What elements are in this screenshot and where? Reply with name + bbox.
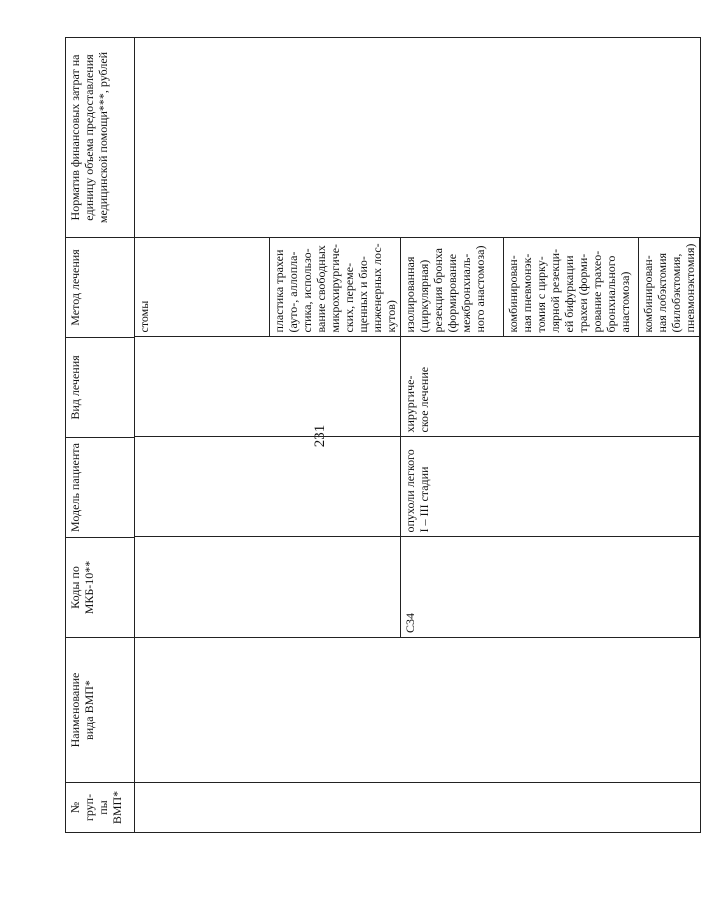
vmp-table	[65, 37, 701, 833]
header-treatment-type: Вид лечения	[66, 338, 135, 438]
nested-area	[135, 238, 701, 638]
page-number: 231	[312, 424, 328, 448]
table-row	[135, 38, 701, 833]
rotated-table-area	[65, 38, 697, 833]
header-treatment-method: Метод лечения	[66, 238, 135, 338]
patient-model-cell	[135, 437, 400, 537]
method-cell: пластика трахеи (ауто-, аллопла- стика, использо- вание свободных микрохирургиче- ских, переме- щенных и био- инженерных лос- кутов)	[269, 237, 400, 337]
header-row	[66, 38, 135, 833]
method-cell: комбинирован- ная пневмонэк- томия с цирку- лярной резекци- ей бифуркации трахеи (форми- рование трахео- бронхиального анастомоза)	[503, 237, 638, 337]
header-group-no: № груп- пы ВМП*	[66, 783, 135, 833]
header-icd-codes: Коды по МКБ-10**	[66, 538, 135, 638]
method-cell: комбинирован- ная лобэктомия (билобэктомия, пневмонэктомия)	[638, 237, 699, 337]
method-cell: изолированная (циркулярная) резекция бронха (формирование межбронхиаль- ного анастомоза)	[400, 237, 503, 337]
icd-code-cell	[135, 537, 400, 637]
table-row	[135, 237, 269, 637]
method-cell: стомы	[135, 237, 269, 337]
vmp-name-cell	[135, 638, 701, 783]
header-vmp-name: Наименование вида ВМП*	[66, 638, 135, 783]
treatment-type-cell: хирургиче- ское лечение	[400, 337, 699, 437]
header-cost-norm: Норматив финансовых затрат на единицу объема предоставления медицинской помощи***, рублей	[66, 38, 135, 238]
table-row	[400, 237, 503, 637]
treatment-type-cell	[135, 337, 400, 437]
header-patient-model: Модель пациента	[66, 438, 135, 538]
cost-norm-cell	[135, 38, 701, 238]
group-no-cell	[135, 783, 701, 833]
patient-model-cell: опухоли легкого I – III стадии	[400, 437, 699, 537]
icd-code-cell: С34	[400, 537, 699, 637]
nested-table	[135, 237, 700, 637]
